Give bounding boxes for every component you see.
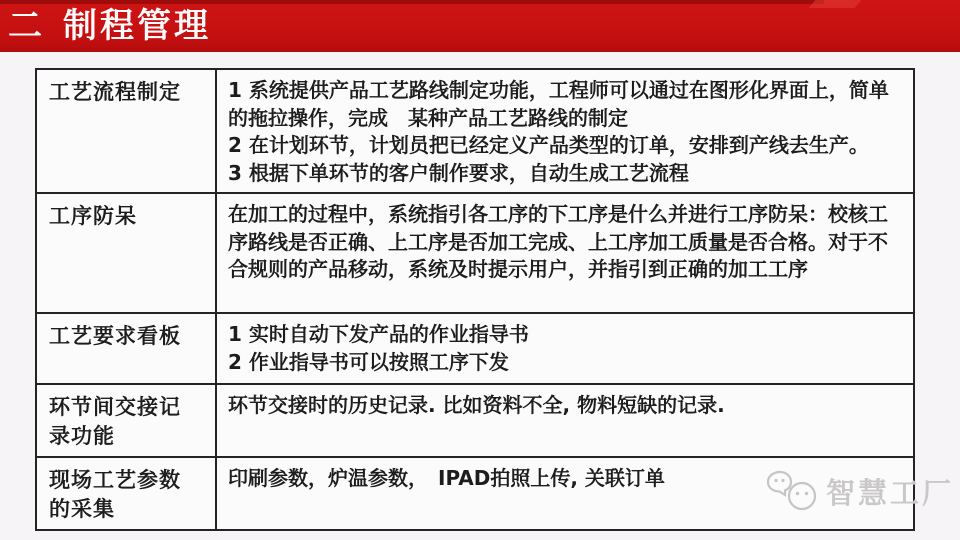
content-item: 3 根据下单环节的客户制作要求，自动生成工艺流程 <box>228 160 689 185</box>
content-item: 1 系统提供产品工艺路线制定功能，工程师可以通过在图形化界面上，简单的拖拉操作，完成 某种产品工艺路线的制定 <box>228 78 889 130</box>
row-content <box>217 314 913 383</box>
table-row <box>37 192 913 312</box>
section-number: 二 <box>8 6 42 46</box>
row-label: 现场工艺参数的采集 <box>37 458 217 529</box>
table-row <box>37 383 913 456</box>
row-label: 工艺流程制定 <box>37 70 217 192</box>
chat-face-icon <box>764 470 822 512</box>
title-wrap <box>0 0 211 52</box>
content-item: 1 实时自动下发产品的作业指导书 <box>228 322 529 346</box>
watermark-label: 智慧工厂 <box>825 475 954 510</box>
process-table <box>35 68 915 531</box>
content-item: 2 在计划环节，计划员把已经定义产品类型的订单，安排到产线去生产。 <box>228 133 869 157</box>
content-item: 2 作业指导书可以按照工序下发 <box>228 349 509 374</box>
row-label: 环节间交接记录功能 <box>37 385 217 456</box>
titlebar-corner-fold <box>809 0 862 8</box>
table-row <box>37 70 913 192</box>
row-label: 工序防呆 <box>37 194 217 312</box>
title-bar <box>0 0 960 52</box>
row-content <box>217 70 913 192</box>
watermark <box>764 470 954 512</box>
row-content <box>217 385 913 456</box>
titlebar-top-stripe <box>0 0 824 4</box>
content-item: 在加工的过程中，系统指引各工序的下工序是什么并进行工序防呆：校核工序路线是否正确、上工序是否加工完成、上工序加工质量是否合格。对于不合规则的产品移动，系统及时提示用户，并指引到正确的加工工序 <box>228 202 888 281</box>
page-title: 制程管理 <box>63 6 211 46</box>
content-item: 印刷参数，炉温参数， IPAD拍照上传, 关联订单 <box>228 466 665 490</box>
table-row <box>37 312 913 383</box>
content-item: 环节交接时的历史记录. 比如资料不全, 物料短缺的记录. <box>228 393 725 417</box>
row-content <box>217 194 913 312</box>
row-label: 工艺要求看板 <box>37 314 217 383</box>
